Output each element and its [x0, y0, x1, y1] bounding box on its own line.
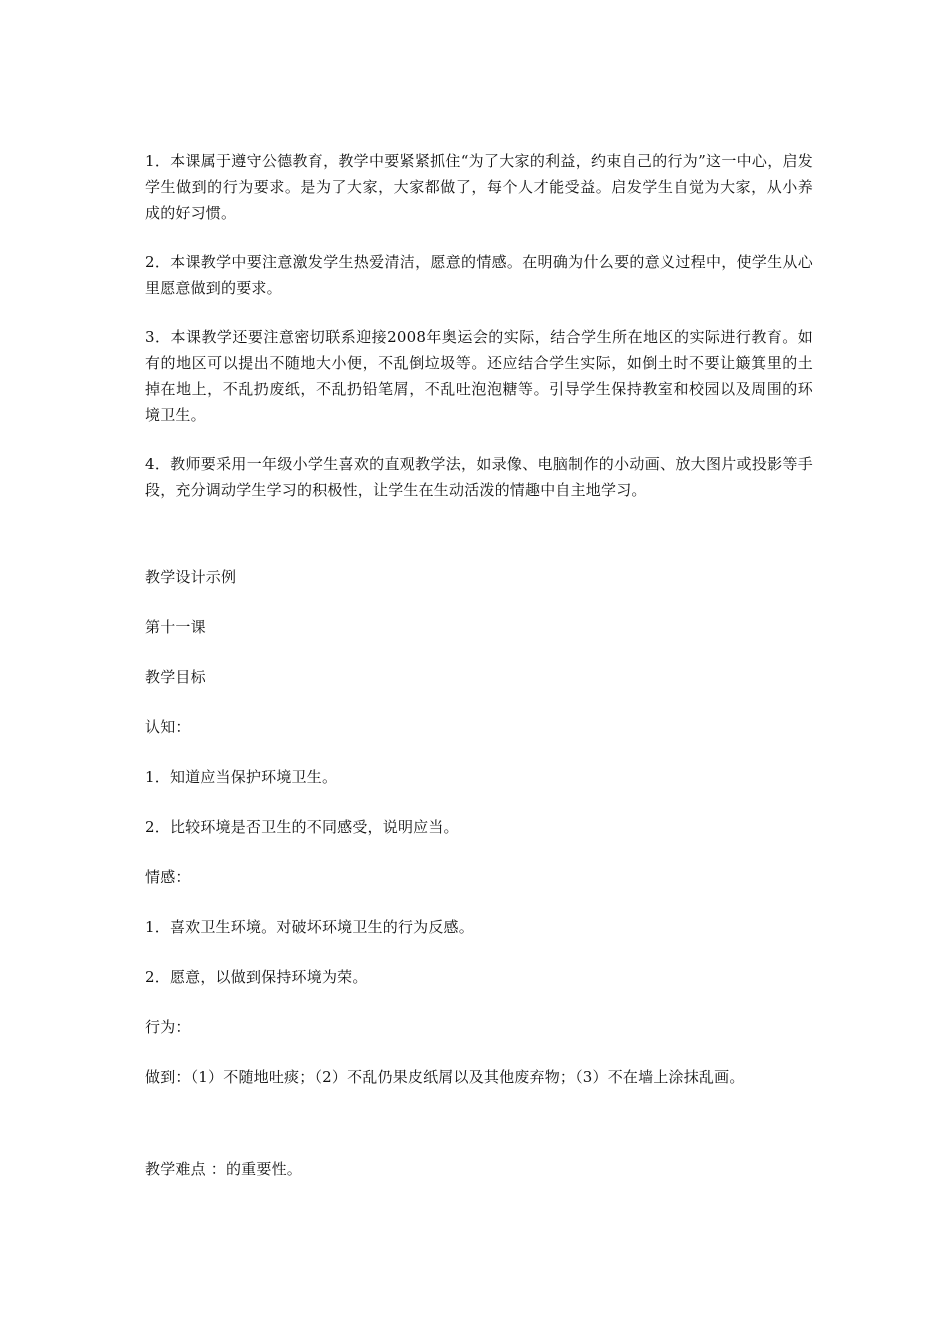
emotion-item-2: 2．愿意，以做到保持环境为荣。	[145, 968, 368, 986]
spacer	[145, 740, 813, 764]
spacer	[145, 503, 813, 564]
spacer	[145, 1090, 813, 1156]
spacer	[145, 790, 813, 814]
spacer	[145, 890, 813, 914]
behavior-heading: 行为：	[145, 1018, 191, 1036]
cognition-heading: 认知：	[145, 718, 191, 736]
spacer	[145, 640, 813, 664]
spacer	[145, 301, 813, 324]
emotion-item-1: 1．喜欢卫生环境。对破坏环境卫生的行为反感。	[145, 918, 474, 936]
note-paragraph-1: 1．本课属于遵守公德教育，教学中要紧紧抓住“为了大家的利益，约束自己的行为”这一中心，启发学生做到的行为要求。是为了大家，大家都做了，每个人才能受益。启发学生自觉为大家，从小养成的好习惯。	[145, 152, 813, 222]
behavior-item: 做到：（1）不随地吐痰；（2）不乱仍果皮纸屑以及其他废弃物；（3）不在墙上涂抹乱画。	[145, 1068, 745, 1086]
spacer	[145, 428, 813, 451]
goals-heading: 教学目标	[145, 668, 206, 686]
note-paragraph-3: 3．本课教学还要注意密切联系迎接2008年奥运会的实际，结合学生所在地区的实际进行教育。如有的地区可以提出不随地大小便，不乱倒垃圾等。还应结合学生实际，如倒土时不要让簸箕里的土掉在地上，不乱扔废纸，不乱扔铅笔屑，不乱吐泡泡糖等。引导学生保持教室和校园以及周围的环境卫生。	[145, 328, 813, 424]
lesson-title: 第十一课	[145, 618, 206, 636]
spacer	[145, 226, 813, 249]
spacer	[145, 990, 813, 1014]
note-paragraph-4: 4．教师要采用一年级小学生喜欢的直观教学法，如录像、电脑制作的小动画、放大图片或投影等手段，充分调动学生学习的积极性，让学生在生动活泼的情趣中自主地学习。	[145, 455, 813, 499]
spacer	[145, 840, 813, 864]
cognition-item-1: 1．知道应当保护环境卫生。	[145, 768, 338, 786]
emotion-heading: 情感：	[145, 868, 191, 886]
spacer	[145, 590, 813, 614]
spacer	[145, 690, 813, 714]
spacer	[145, 1040, 813, 1064]
spacer	[145, 940, 813, 964]
cognition-item-2: 2．比较环境是否卫生的不同感受，说明应当。	[145, 818, 459, 836]
document-body	[145, 148, 813, 1182]
design-title: 教学设计示例	[145, 568, 237, 586]
difficulty-line: 教学难点 ：的重要性。	[145, 1160, 302, 1178]
note-paragraph-2: 2．本课教学中要注意激发学生热爱清洁，愿意的情感。在明确为什么要的意义过程中，使学生从心里愿意做到的要求。	[145, 253, 813, 297]
